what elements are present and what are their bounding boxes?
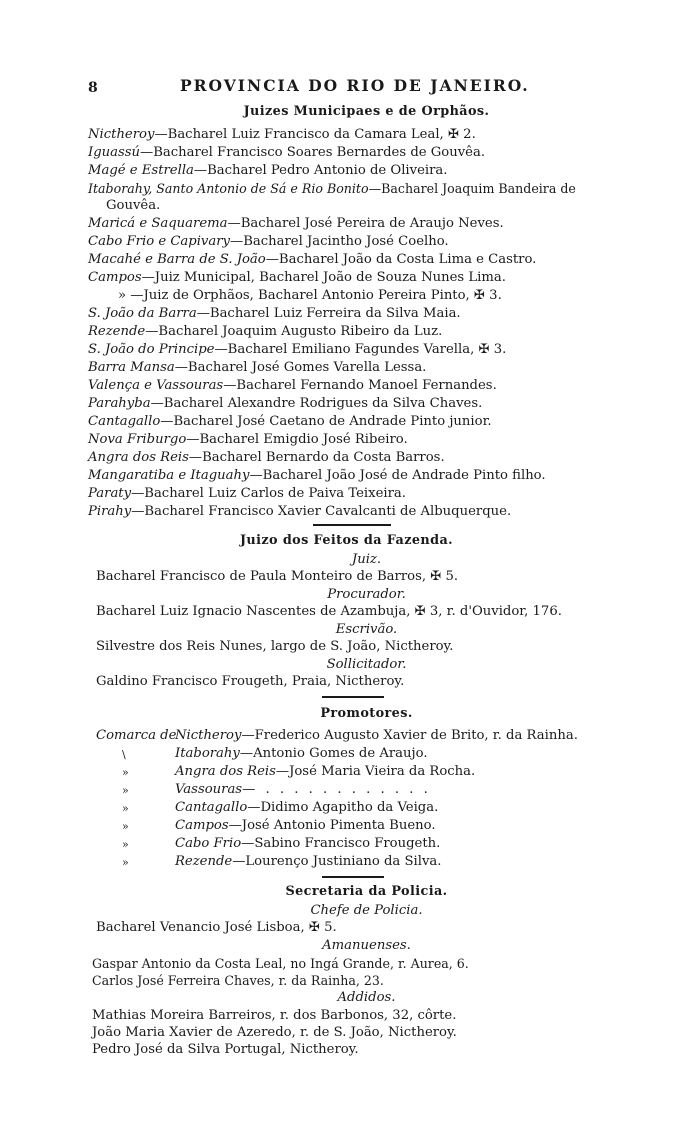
section-divider	[322, 876, 384, 878]
list-item: Campos—José Antonio Pimenta Bueno.	[175, 818, 436, 833]
list-item: Cantagallo—Bacharel José Caetano de Andrade Pinto junior.	[88, 414, 492, 429]
role-label: Amanuenses.	[322, 938, 411, 953]
list-item: Campos—Juiz Municipal, Bacharel João de Souza Nunes Lima.	[88, 270, 506, 285]
role-label: Chefe de Policia.	[310, 903, 423, 918]
list-item: João Maria Xavier de Azeredo, r. de S. João, Nictheroy.	[92, 1025, 457, 1040]
list-item: Mangaratiba e Itaguahy—Bacharel João José de Andrade Pinto filho.	[88, 468, 546, 483]
list-item: Pedro José da Silva Portugal, Nictheroy.	[92, 1042, 359, 1057]
list-item: Itaborahy, Santo Antonio de Sá e Rio Bonito—Bacharel Joaquim Bandeira de	[88, 181, 576, 196]
list-item: Nictheroy—Bacharel Luiz Francisco da Camara Leal, ✠ 2.	[88, 127, 476, 142]
list-item: Valença e Vassouras—Bacharel Fernando Manoel Fernandes.	[88, 378, 497, 393]
role-holder: Silvestre dos Reis Nunes, largo de S. João, Nictheroy.	[96, 639, 454, 654]
list-item: Cantagallo—Didimo Agapitho da Veiga.	[175, 800, 439, 815]
list-item: Nictheroy—Frederico Augusto Xavier de Brito, r. da Rainha.	[175, 728, 578, 743]
role-label: Sollicitador.	[326, 657, 407, 672]
list-item: Gouvêa.	[106, 198, 161, 213]
section-divider	[313, 524, 391, 526]
ditto-mark: »	[122, 856, 129, 869]
list-item: Maricá e Saquarema—Bacharel José Pereira de Araujo Neves.	[88, 216, 504, 231]
list-item: Angra dos Reis—Bacharel Bernardo da Costa Barros.	[88, 450, 445, 465]
list-item: Macahé e Barra de S. João—Bacharel João da Costa Lima e Castro.	[88, 252, 537, 267]
list-item: Iguassú—Bacharel Francisco Soares Bernardes de Gouvêa.	[88, 145, 486, 160]
list-item: Carlos José Ferreira Chaves, r. da Rainha, 23.	[92, 973, 384, 988]
list-item: Rezende—Bacharel Joaquim Augusto Ribeiro da Luz.	[88, 324, 443, 339]
section-heading-juizes: Juizes Municipaes e de Orphãos.	[243, 104, 490, 119]
role-holder: Bacharel Venancio José Lisboa, ✠ 5.	[96, 920, 337, 935]
role-label: Juiz.	[351, 552, 382, 567]
section-heading-promotores: Promotores.	[320, 706, 413, 721]
list-item: Gaspar Antonio da Costa Leal, no Ingá Grande, r. Aurea, 6.	[92, 956, 469, 971]
section-divider	[322, 696, 384, 698]
list-item: Mathias Moreira Barreiros, r. dos Barbonos, 32, côrte.	[92, 1008, 457, 1023]
list-item: Pirahy—Bacharel Francisco Xavier Cavalcanti de Albuquerque.	[88, 504, 512, 519]
list-item: Paraty—Bacharel Luiz Carlos de Paiva Teixeira.	[88, 486, 406, 501]
list-item: Nova Friburgo—Bacharel Emigdio José Ribeiro.	[88, 432, 408, 447]
list-item: Itaborahy—Antonio Gomes de Araujo.	[175, 746, 428, 761]
section-heading-juizo: Juizo dos Feitos da Fazenda.	[239, 533, 454, 548]
role-label: Escrivão.	[335, 622, 398, 637]
list-item: Magé e Estrella—Bacharel Pedro Antonio de Oliveira.	[88, 163, 448, 178]
role-label: Procurador.	[327, 587, 406, 602]
role-holder: Galdino Francisco Frougeth, Praia, Nictheroy.	[96, 674, 405, 689]
list-item: Vassouras— . . . . . . . . . . . .	[175, 782, 431, 797]
ditto-mark: »	[122, 766, 129, 779]
ditto-mark: »	[122, 784, 129, 797]
ditto-mark: »	[122, 820, 129, 833]
role-holder: Bacharel Luiz Ignacio Nascentes de Azambuja, ✠ 3, r. d'Ouvidor, 176.	[96, 604, 562, 619]
section-heading-secretaria: Secretaria da Policia.	[285, 884, 448, 899]
ditto-mark: \	[122, 748, 126, 761]
list-item: S. João da Barra—Bacharel Luiz Ferreira da Silva Maia.	[88, 306, 461, 321]
list-item: Cabo Frio e Capivary—Bacharel Jacintho José Coelho.	[88, 234, 449, 249]
list-item: Parahyba—Bacharel Alexandre Rodrigues da Silva Chaves.	[88, 396, 483, 411]
list-item: Rezende—Lourenço Justiniano da Silva.	[175, 854, 442, 869]
role-label: Addidos.	[337, 990, 396, 1005]
list-item: Angra dos Reis—José Maria Vieira da Rocha.	[175, 764, 476, 779]
role-holder: Bacharel Francisco de Paula Monteiro de Barros, ✠ 5.	[96, 569, 459, 584]
page-number: 8	[88, 80, 98, 96]
list-item: S. João do Principe—Bacharel Emiliano Fagundes Varella, ✠ 3.	[88, 342, 507, 357]
ditto-mark: »	[122, 838, 129, 851]
list-item: Barra Mansa—Bacharel José Gomes Varella Lessa.	[88, 360, 427, 375]
ditto-mark: »	[122, 802, 129, 815]
list-item: Cabo Frio—Sabino Francisco Frougeth.	[175, 836, 441, 851]
page-title: PROVINCIA DO RIO DE JANEIRO.	[180, 76, 530, 95]
comarca-label: Comarca de	[96, 728, 177, 743]
list-item: » —Juiz de Orphãos, Bacharel Antonio Pereira Pinto, ✠ 3.	[118, 288, 502, 303]
